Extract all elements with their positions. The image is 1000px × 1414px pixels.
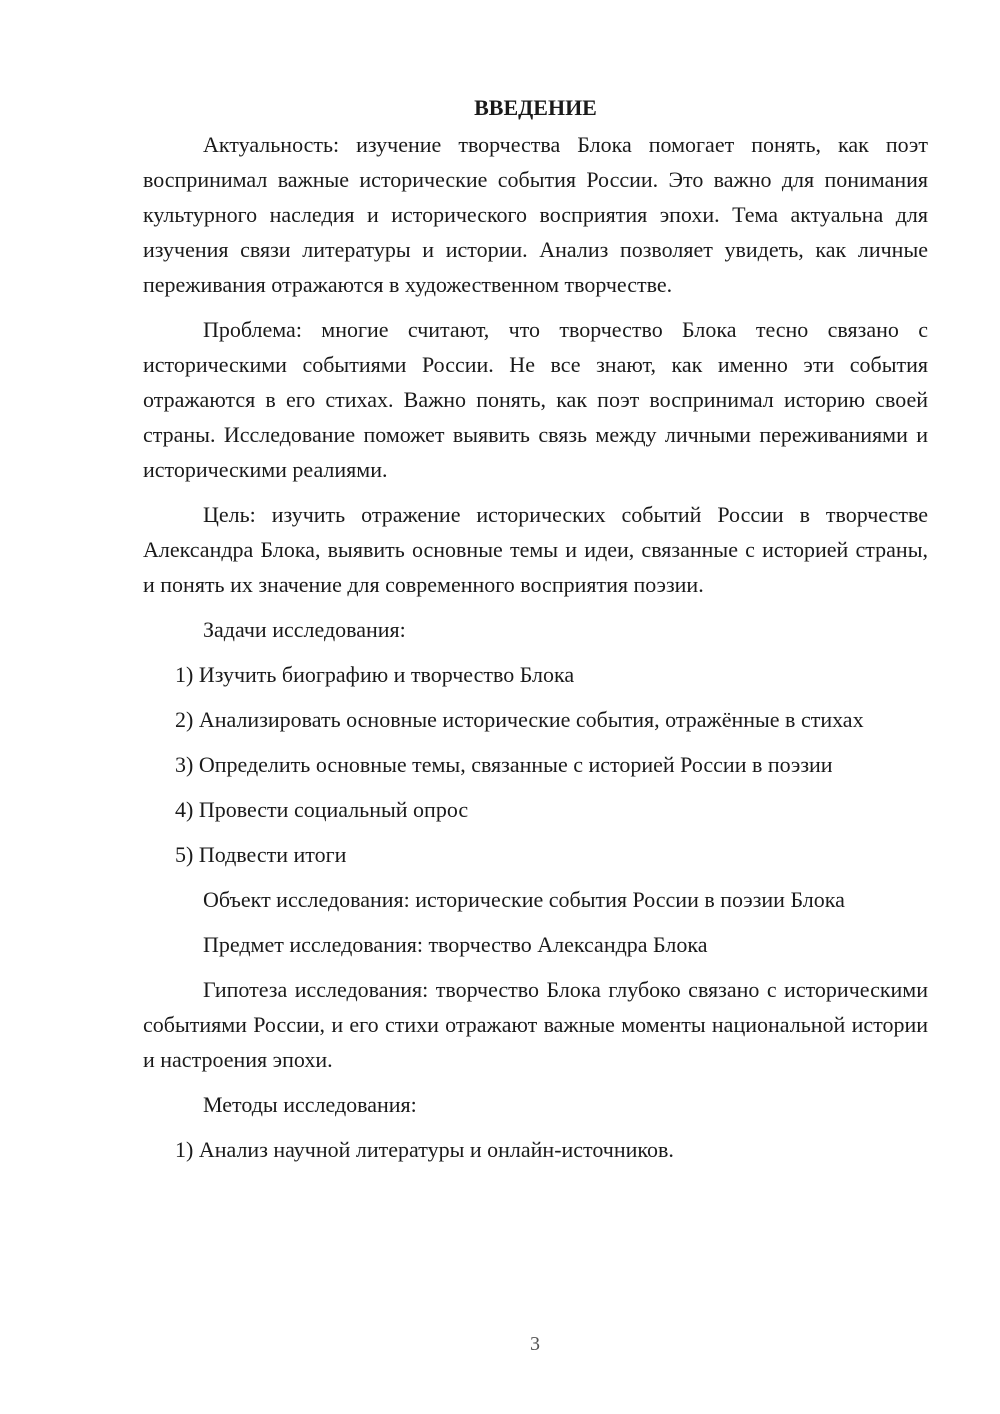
paragraph-problem: Проблема: многие считают, что творчество Блока тесно связано с историческими событиями России. Не все знают, как именно эти события отражаются в его стихах. Важно понять, как поэт воспринимал историю своей страны. Исследование поможет выявить связь между личными переживаниями и историческими реалиями. <box>143 317 928 482</box>
section-heading: ВВЕДЕНИЕ <box>474 95 597 120</box>
method-item: 1) Анализ научной литературы и онлайн-источников. <box>175 1137 674 1162</box>
page-number: 3 <box>530 1333 540 1355</box>
paragraph-relevance: Актуальность: изучение творчества Блока помогает понять, как поэт воспринимал важные исторические события России. Это важно для понимания культурного наследия и исторического восприятия эпохи. Тема актуальна для изучения связи литературы и истории. Анализ позволяет увидеть, как личные переживания отражаются в художественном творчестве. <box>143 132 928 297</box>
document-page <box>143 90 928 1177</box>
task-item: 5) Подвести итоги <box>175 842 347 867</box>
research-subject: Предмет исследования: творчество Александра Блока <box>203 932 708 957</box>
task-item: 2) Анализировать основные исторические события, отражённые в стихах <box>175 707 864 732</box>
task-item: 3) Определить основные темы, связанные с историей России в поэзии <box>175 752 833 777</box>
paragraph-goal: Цель: изучить отражение исторических событий России в творчестве Александра Блока, выявить основные темы и идеи, связанные с историей страны, и понять их значение для современного восприятия поэзии. <box>143 502 928 597</box>
task-item: 4) Провести социальный опрос <box>175 797 469 822</box>
tasks-title: Задачи исследования: <box>203 617 406 642</box>
research-object: Объект исследования: исторические события России в поэзии Блока <box>203 887 845 912</box>
task-item: 1) Изучить биографию и творчество Блока <box>175 662 575 687</box>
research-hypothesis: Гипотеза исследования: творчество Блока глубоко связано с историческими событиями России, и его стихи отражают важные моменты национальной истории и настроения эпохи. <box>143 977 928 1072</box>
methods-title: Методы исследования: <box>203 1092 417 1117</box>
